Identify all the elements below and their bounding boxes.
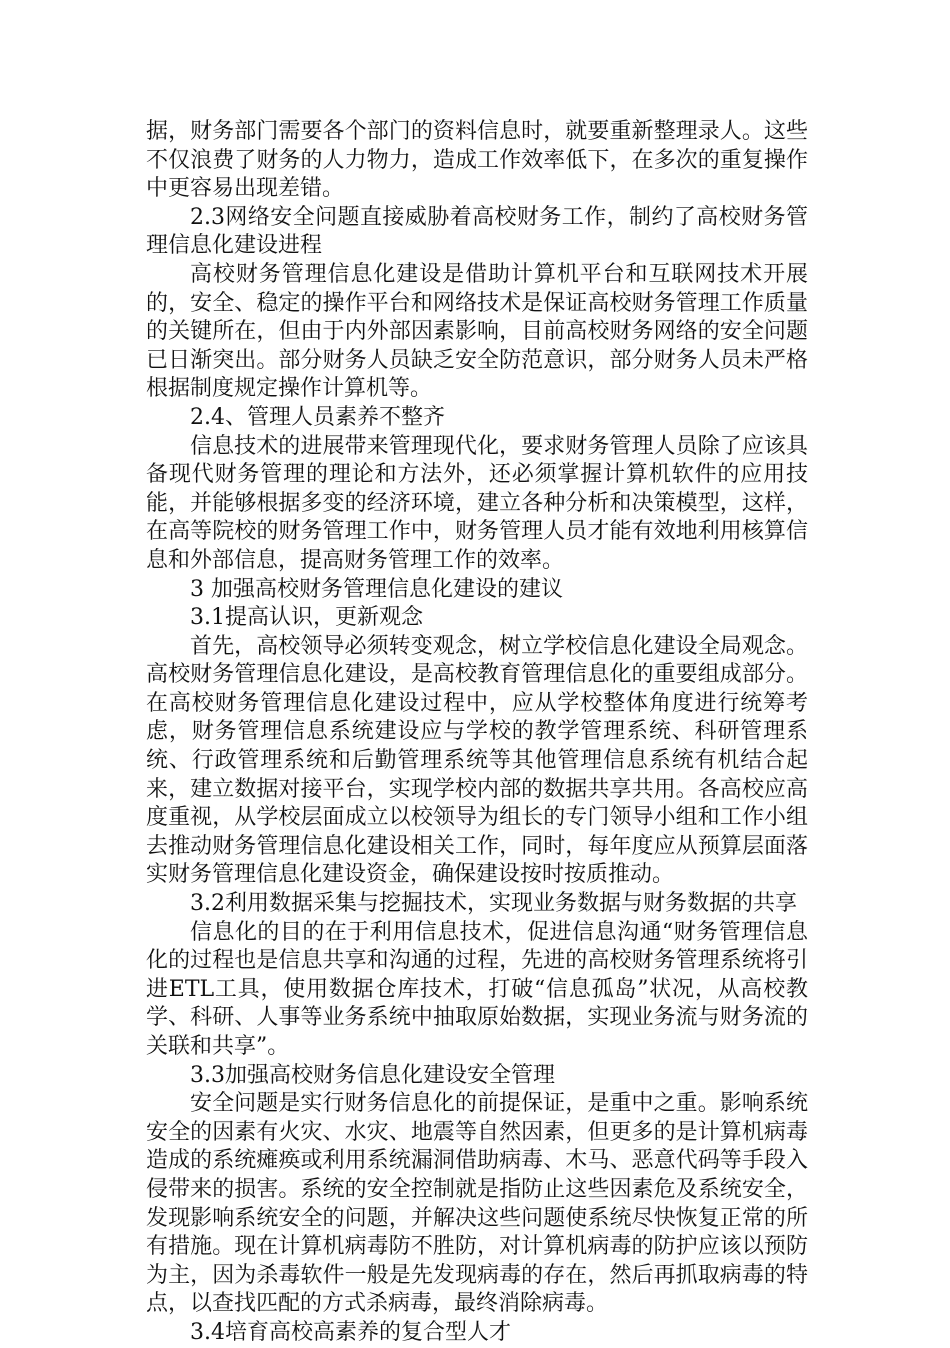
- paragraph-continued: 据，财务部门需要各个部门的资料信息时，就要重新整理录人。这些不仅浪费了财务的人力物力，造成工作效率低下，在多次的重复操作中更容易出现差错。: [146, 119, 808, 202]
- document-body: [146, 118, 808, 1348]
- section-heading-2-3: 2.3网络安全问题直接威胁着高校财务工作，制约了高校财务管理信息化建设进程: [146, 204, 808, 259]
- paragraph: 信息技术的进展带来管理现代化，要求财务管理人员除了应该具备现代财务管理的理论和方法外，还必须掌握计算机软件的应用技能，并能够根据多变的经济环境，建立各种分析和决策模型，这样，在高等院校的财务管理工作中，财务管理人员才能有效地利用核算信息和外部信息，提高财务管理工作的效率。: [146, 433, 808, 573]
- section-heading-3-2: 3.2利用数据采集与挖掘技术，实现业务数据与财务数据的共享: [190, 891, 797, 917]
- paragraph: 高校财务管理信息化建设是借助计算机平台和互联网技术开展的，安全、稳定的操作平台和网络技术是保证高校财务管理工作质量的关键所在，但由于内外部因素影响，目前高校财务网络的安全问题已日渐突出。部分财务人员缺乏安全防范意识，部分财务人员未严格根据制度规定操作计算机等。: [146, 261, 808, 402]
- section-heading-3-3: 3.3加强高校财务信息化建设安全管理: [190, 1062, 555, 1088]
- paragraph: 首先，高校领导必须转变观念，树立学校信息化建设全局观念。高校财务管理信息化建设，是高校教育管理信息化的重要组成部分。在高校财务管理信息化建设过程中，应从学校整体角度进行统筹考虑，财务管理信息系统建设应与学校的教学管理系统、科研管理系统、行政管理系统和后勤管理系统等其他管理信息系统有机结合起来，建立数据对接平台，实现学校内部的数据共享共用。各高校应高度重视，从学校层面成立以校领导为组长的专门领导小组和工作小组去推动财务管理信息化建设相关工作，同时，每年度应从预算层面落实财务管理信息化建设资金，确保建设按时按质推动。: [146, 633, 808, 888]
- section-heading-3-1: 3.1提高认识，更新观念: [190, 605, 423, 631]
- section-heading-2-4: 2.4、管理人员素养不整齐: [190, 404, 445, 430]
- paragraph: 安全问题是实行财务信息化的前提保证，是重中之重。影响系统安全的因素有火灾、水灾、地震等自然因素，但更多的是计算机病毒造成的系统瘫痪或利用系统漏洞借助病毒、木马、恶意代码等手段入侵带来的损害。系统的安全控制就是指防止这些因素危及系统安全，发现影响系统安全的问题，并解决这些问题使系统尽快恢复正常的所有措施。现在计算机病毒防不胜防，对计算机病毒的防护应该以预防为主，因为杀毒软件一般是先发现病毒的存在，然后再抓取病毒的特点，以查找匹配的方式杀病毒，最终消除病毒。: [146, 1091, 808, 1317]
- section-heading-3: 3 加强高校财务管理信息化建设的建议: [190, 576, 563, 602]
- paragraph: 信息化的目的在于利用信息技术，促进信息沟通“财务管理信息化的过程也是信息共享和沟通的过程，先进的高校财务管理系统将引进ETL工具，使用数据仓库技术，打破“信息孤岛”状况，从高校教学、科研、人事等业务系统中抽取原始数据，实现业务流与财务流的关联和共享”。: [146, 919, 808, 1059]
- section-heading-3-4: 3.4培育高校高素养的复合型人才: [190, 1319, 511, 1345]
